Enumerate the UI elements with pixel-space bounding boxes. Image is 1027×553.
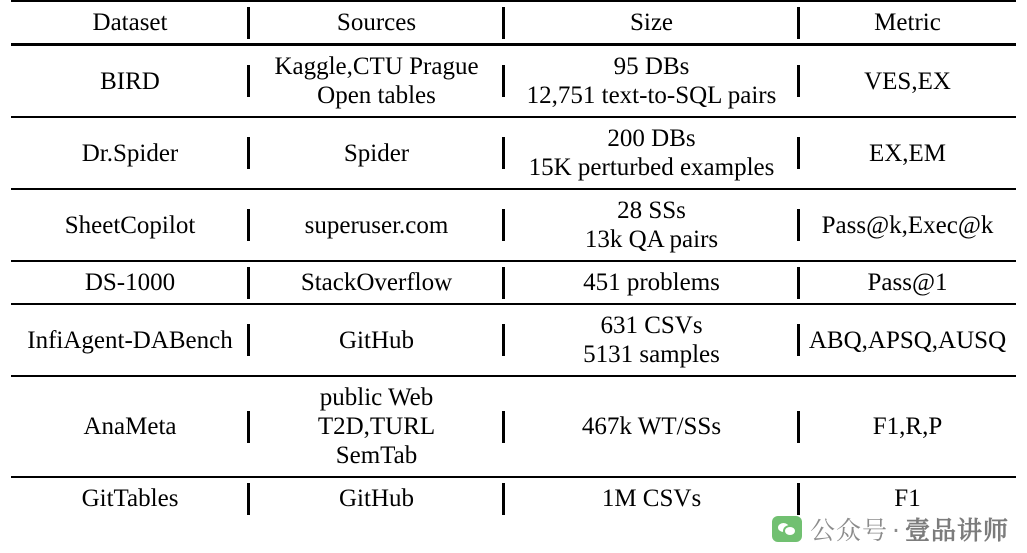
cell-dataset: GitTables: [11, 477, 249, 519]
table-row: [11, 376, 1016, 477]
table-row: [11, 477, 1016, 519]
cell-metric: F1,R,P: [799, 376, 1016, 477]
cell-sources: StackOverflow: [249, 261, 504, 304]
cell-sources: Kaggle,CTU Prague Open tables: [249, 45, 504, 118]
cell-dataset: AnaMeta: [11, 376, 249, 477]
watermark-name: 壹品讲师: [904, 516, 1009, 545]
cell-dataset: Dr.Spider: [11, 117, 249, 189]
cell-size: 1M CSVs: [504, 477, 799, 519]
cell-dataset: DS-1000: [11, 261, 249, 304]
cell-dataset: BIRD: [11, 45, 249, 118]
dataset-comparison-table: [11, 0, 1016, 519]
watermark-prefix: 公众号: [810, 516, 889, 545]
cell-metric: Pass@1: [799, 261, 1016, 304]
cell-size: 95 DBs 12,751 text-to-SQL pairs: [504, 45, 799, 118]
cell-metric: EX,EM: [799, 117, 1016, 189]
cell-sources: GitHub: [249, 477, 504, 519]
watermark-separator: ·: [892, 516, 901, 545]
cell-dataset: SheetCopilot: [11, 189, 249, 261]
cell-dataset: InfiAgent-DABench: [11, 304, 249, 376]
header-size: Size: [504, 1, 799, 45]
cell-sources: public Web T2D,TURL SemTab: [249, 376, 504, 477]
cell-size: 631 CSVs 5131 samples: [504, 304, 799, 376]
cell-metric: F1: [799, 477, 1016, 519]
cell-sources: Spider: [249, 117, 504, 189]
header-metric: Metric: [799, 1, 1016, 45]
cell-metric: ABQ,APSQ,AUSQ: [799, 304, 1016, 376]
cell-sources: superuser.com: [249, 189, 504, 261]
cell-metric: VES,EX: [799, 45, 1016, 118]
wechat-icon: [772, 516, 802, 542]
cell-metric: Pass@k,Exec@k: [799, 189, 1016, 261]
header-dataset: Dataset: [11, 1, 249, 45]
cell-size: 200 DBs 15K perturbed examples: [504, 117, 799, 189]
table-row: [11, 189, 1016, 261]
cell-size: 467k WT/SSs: [504, 376, 799, 477]
table-row: [11, 117, 1016, 189]
table-row: [11, 261, 1016, 304]
cell-size: 28 SSs 13k QA pairs: [504, 189, 799, 261]
cell-sources: GitHub: [249, 304, 504, 376]
table-row: [11, 45, 1016, 118]
table-row: [11, 304, 1016, 376]
header-sources: Sources: [249, 1, 504, 45]
cell-size: 451 problems: [504, 261, 799, 304]
table-header-row: [11, 1, 1016, 45]
